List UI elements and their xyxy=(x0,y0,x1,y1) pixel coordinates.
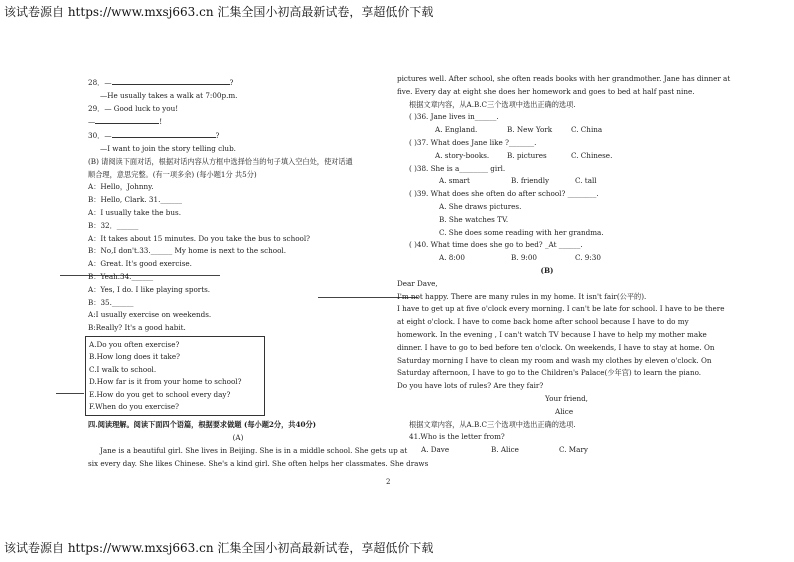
option[interactable]: B. She watches TV. xyxy=(439,214,509,224)
dialogue-line: A：Yes, I do. I like playing sports. xyxy=(88,284,211,294)
option[interactable]: B. friendly xyxy=(511,176,550,186)
dialogue-line: B：No,I don't.33.______ My home is next to the school. xyxy=(88,246,287,256)
question-28: 28．— ? xyxy=(88,78,234,87)
page-number: 2 xyxy=(386,478,391,486)
letter-signature: Alice xyxy=(555,406,574,416)
dialogue-line: B：Yeah.34.______ xyxy=(88,271,154,281)
box-option: D.How far is it from your home to school? xyxy=(89,377,242,387)
dialogue-line: A：Hello，Johnny. xyxy=(88,182,154,192)
question-29: 29．— Good luck to you! xyxy=(88,103,179,113)
option[interactable]: A. She draws pictures. xyxy=(439,201,522,211)
passage-b-label: (B) xyxy=(540,265,554,275)
question-38-options xyxy=(397,175,697,188)
passage-a-text: Jane is a beautiful girl. She lives in Beijing. She is in a middle school. She gets up at xyxy=(100,445,408,455)
section-4-title: 四.阅读理解。阅读下面四个语篇，根据要求做题 (每小题2分，共40分) xyxy=(88,420,317,430)
question-instruction: 根据文章内容，从A.B.C三个选项中选出正确的选项. xyxy=(409,419,576,429)
passage-a-text: five. Every day at eight she does her homework and goes to bed at half past nine. xyxy=(397,86,695,96)
options-box xyxy=(85,336,265,416)
question-40: ( )40. What time does she go to bed? _At ______. xyxy=(409,240,583,250)
option[interactable]: B. New York xyxy=(507,125,553,135)
option[interactable]: B. 9:00 xyxy=(511,253,537,263)
answer-blank[interactable] xyxy=(112,76,230,85)
option[interactable]: C. She does some reading with her grandma. xyxy=(439,227,604,237)
option[interactable]: C. China xyxy=(571,125,603,135)
letter-line: dinner. I have to go to bed before ten o'clock. On weekends, I have to stay at home. On xyxy=(397,342,715,352)
question-30: 30．— ? xyxy=(88,131,220,141)
option[interactable]: B. pictures xyxy=(507,150,547,160)
option[interactable]: A. story-books. xyxy=(435,150,490,160)
dialogue-line: A：Great. It's good exercise. xyxy=(88,259,192,269)
option[interactable]: A. Dave xyxy=(421,445,450,455)
box-option: E.How do you get to school every day? xyxy=(89,389,231,399)
letter-line: at eight o'clock. I have to come back home after school because I have to do my xyxy=(397,317,689,327)
dialogue-line: B:Really? It's a good habit. xyxy=(88,323,186,333)
question-36-options xyxy=(397,124,697,137)
question-41-options xyxy=(397,444,697,457)
passage-a-text: pictures well. After school, she often reads books with her grandmother. Jane has dinner at xyxy=(397,74,731,83)
scan-line xyxy=(56,393,84,394)
option[interactable]: C. tall xyxy=(575,176,597,186)
section-b-instructions-cont: 顺合理，意思完整。(有一项多余) (每小题1分 共5分) xyxy=(88,169,257,179)
question-39: ( )39. What does she often do after school? ________. xyxy=(409,189,599,199)
dialogue-line: A:I usually exercise on weekends. xyxy=(88,310,212,320)
question-37-options xyxy=(397,150,697,163)
dialogue-line: A：It takes about 15 minutes. Do you take the bus to school? xyxy=(88,233,311,243)
passage-a-label: (A) xyxy=(232,433,244,443)
question-36: ( )36. Jane lives in______. xyxy=(409,112,499,122)
option[interactable]: B. Alice xyxy=(491,445,519,455)
dialogue-line: B：35.______ xyxy=(88,297,134,307)
answer-blank[interactable] xyxy=(112,129,216,138)
letter xyxy=(397,278,725,393)
dialogue-line: B：Hello, Clark. 31.______ xyxy=(88,195,182,205)
option[interactable]: A. 8:00 xyxy=(439,253,465,263)
question-38: ( )38. She is a________ girl. xyxy=(409,163,506,173)
question-40-options xyxy=(397,252,697,265)
letter-line: Do you have lots of rules? Are they fair? xyxy=(397,381,544,391)
question-37: ( )37. What does Jane like ?_______. xyxy=(409,137,537,147)
option[interactable]: C. 9:30 xyxy=(575,253,601,263)
letter-line: Saturday afternoon, I have to go to the Children's Palace(少年宫) to learn the piano. xyxy=(397,368,702,378)
question-28-answer: —He usually takes a walk at 7:00p.m. xyxy=(100,90,238,100)
question-instruction: 根据文章内容，从A.B.C三个选项中选出正确的选项. xyxy=(409,99,576,109)
question-41: 41.Who is the letter from? xyxy=(409,432,505,442)
box-option: C.I walk to school. xyxy=(89,364,157,374)
dialogue xyxy=(88,181,388,335)
passage-a-text: six every day. She likes Chinese. She's a kind girl. She often helps her classmates. She draws xyxy=(88,458,429,468)
option[interactable]: C. Chinese. xyxy=(571,150,613,160)
question-29-answer: — ! xyxy=(88,117,163,127)
header-banner: 该试卷源自 https://www.mxsj663.cn 汇集全国小初高最新试卷，享超低价下载 xyxy=(4,5,434,19)
letter-closing: Your friend, xyxy=(545,393,588,403)
letter-line: homework. In the evening , I can't watch TV because I have to help my mother make xyxy=(397,329,707,339)
option[interactable]: A. smart xyxy=(439,176,470,186)
letter-line: I have to get up at five o'clock every morning. I can't be late for school. I have to be there xyxy=(397,304,725,314)
letter-line: Saturday morning I have to clean my room and wash my clothes by eleven o'clock. On xyxy=(397,355,712,365)
option[interactable]: C. Mary xyxy=(559,445,588,455)
letter-line: I'm not happy. There are many rules in my home. It isn't fair(公平的). xyxy=(397,291,647,301)
option[interactable]: A. England. xyxy=(435,125,478,135)
question-30-answer: —I want to join the story telling club. xyxy=(100,143,236,153)
footer-banner: 该试卷源自 https://www.mxsj663.cn 汇集全国小初高最新试卷，享超低价下载 xyxy=(4,541,434,555)
box-option: B.How long does it take? xyxy=(89,352,181,362)
box-option: F.When do you exercise? xyxy=(89,401,179,411)
dialogue-line: B：32．______ xyxy=(88,220,139,230)
dialogue-line: A：I usually take the bus. xyxy=(88,207,182,217)
right-column xyxy=(397,73,731,457)
letter-line: Dear Dave, xyxy=(397,278,438,288)
box-option: A.Do you often exercise? xyxy=(89,339,180,349)
answer-blank[interactable] xyxy=(95,115,159,124)
section-b-instructions: (B) 请阅读下面对话，根据对话内容从方框中选择恰当的句子填入空白处，使对话通 xyxy=(88,156,353,166)
